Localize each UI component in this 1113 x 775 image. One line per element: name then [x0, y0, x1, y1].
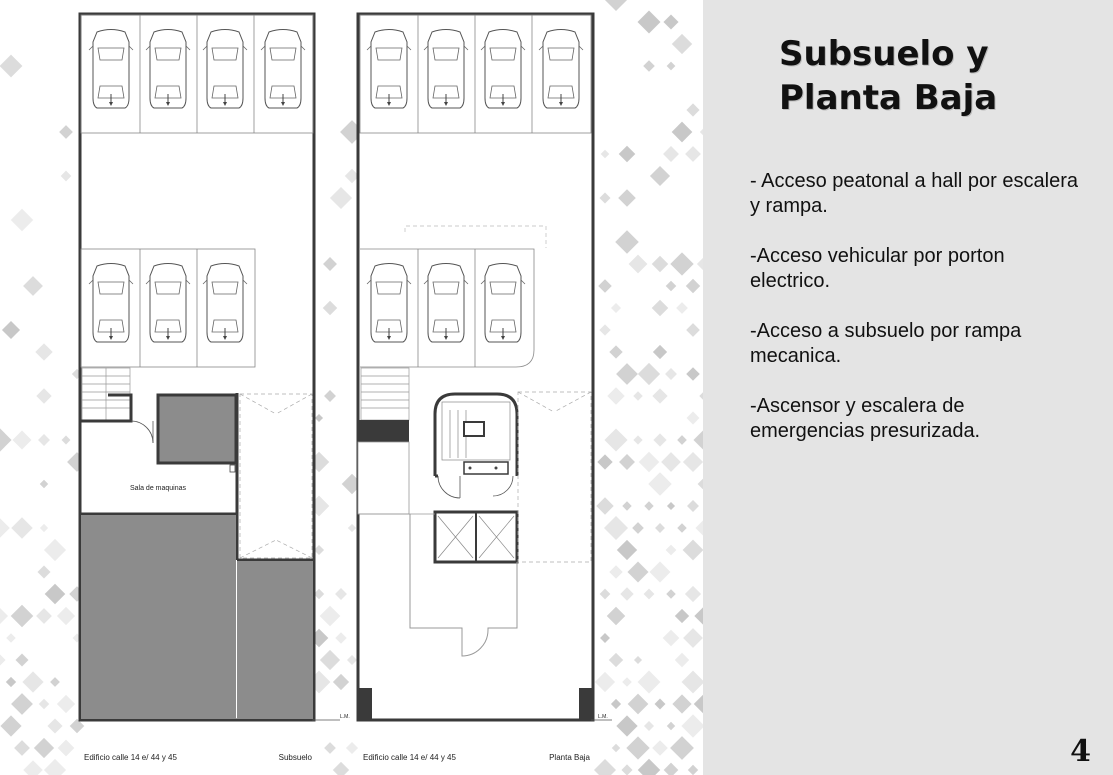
caption-plan-name-subsuelo: Subsuelo — [278, 753, 312, 762]
page-title — [779, 32, 1099, 120]
feature-item: - Acceso peatonal a hall por escalera y rampa. — [750, 170, 1078, 217]
plan-subsuelo — [80, 14, 350, 762]
caption-plan-name-planta-baja: Planta Baja — [549, 753, 590, 762]
feature-item: -Acceso vehicular por porton electrico. — [750, 245, 1005, 292]
feature-list — [750, 169, 1080, 469]
room-label-sala-de-maquinas: Sala de maquinas — [129, 485, 187, 492]
plan-planta-baja — [358, 14, 612, 762]
level-marker-planta-baja: L.M. — [598, 714, 608, 720]
level-marker-subsuelo: L.M. — [340, 714, 350, 720]
description-panel — [703, 0, 1113, 775]
caption-building-planta-baja: Edificio calle 14 e/ 44 y 45 — [363, 753, 456, 762]
feature-item: -Acceso a subsuelo por rampa mecanica. — [750, 320, 1022, 367]
page-number: 4 — [1070, 734, 1091, 769]
title-line-1: Subsuelo y — [779, 34, 989, 74]
caption-building-subsuelo: Edificio calle 14 e/ 44 y 45 — [84, 753, 177, 762]
title-line-2: Planta Baja — [779, 78, 998, 118]
feature-item: -Ascensor y escalera de emergencias presurizada. — [750, 395, 981, 442]
